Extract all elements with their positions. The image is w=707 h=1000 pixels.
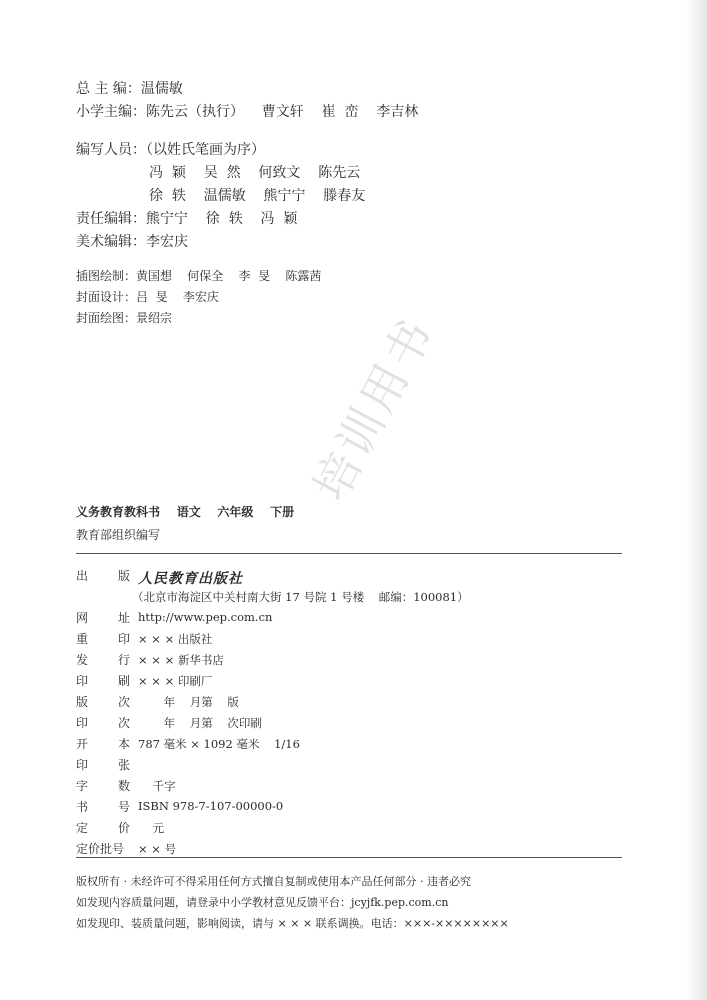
divider-bottom <box>76 857 622 858</box>
detail-value: ISBN 978-7-107-00000-0 <box>138 799 284 813</box>
detail-label: 网址 <box>76 611 130 625</box>
writers-row-1: 冯 颖 吴 然 何致文 陈先云 <box>149 165 361 181</box>
detail-label: 版次 <box>76 695 130 709</box>
detail-label: 书号 <box>76 800 130 814</box>
detail-value: × × × 出版社 <box>138 632 213 646</box>
detail-value: × × × 新华书店 <box>138 653 224 667</box>
detail-value: 元 <box>138 821 165 835</box>
detail-value: （北京市海淀区中关村南大街 17 号院 1 号楼 邮编：100081） <box>132 590 469 604</box>
cover-design: 封面设计：吕 旻 李宏庆 <box>76 290 219 304</box>
publisher-logo: 人民教育出版社 <box>138 571 243 587</box>
detail-label: 字数 <box>76 779 130 793</box>
detail-label: 定价 <box>76 821 130 835</box>
detail-value: http://www.pep.com.cn <box>138 610 273 624</box>
chief-editor: 总 主 编：温儒敏 <box>76 81 183 97</box>
responsible-editor: 责任编辑：熊宁宁 徐 轶 冯 颖 <box>76 211 298 227</box>
detail-value: × × 号 <box>138 842 177 856</box>
detail-value: 千字 <box>138 779 176 793</box>
book-compiler: 教育部组织编写 <box>76 528 161 542</box>
quality-notice: 如发现内容质量问题，请登录中小学教材意见反馈平台：jcyjfk.pep.com.cn <box>76 896 449 909</box>
detail-label: 发行 <box>76 653 130 667</box>
primary-editor: 小学主编：陈先云（执行） 曹文轩 崔 峦 李吉林 <box>76 104 419 120</box>
printing-notice: 如发现印、装质量问题，影响阅读，请与 × × × 联系调换。电话：×××-×××××××× <box>76 917 509 930</box>
page-edge-shadow <box>685 0 707 1000</box>
detail-value: 年 月第 版 <box>138 695 239 709</box>
detail-value: 年 月第 次印刷 <box>138 716 262 730</box>
detail-value: 787 毫米 × 1092 毫米 1/16 <box>138 737 300 751</box>
book-title: 义务教育教科书 语文 六年级 下册 <box>76 505 295 519</box>
detail-label: 印刷 <box>76 674 130 688</box>
detail-label: 出版 <box>76 569 130 583</box>
art-editor: 美术编辑：李宏庆 <box>76 234 188 250</box>
detail-label: 印张 <box>76 758 130 772</box>
divider-top <box>76 553 622 554</box>
detail-label: 重印 <box>76 632 130 646</box>
writers-row-2: 徐 轶 温儒敏 熊宁宁 滕春友 <box>149 188 366 204</box>
detail-label: 印次 <box>76 716 130 730</box>
detail-value: × × × 印刷厂 <box>138 674 213 688</box>
detail-label: 开本 <box>76 737 130 751</box>
writers-label: 编写人员：（以姓氏笔画为序） <box>76 142 265 158</box>
illustrators: 插图绘制：黄国想 何保全 李 旻 陈露茜 <box>76 269 322 283</box>
cover-art: 封面绘图：景绍宗 <box>76 311 173 325</box>
copyright-notice: 版权所有 · 未经许可不得采用任何方式擅自复制或使用本产品任何部分 · 违者必究 <box>76 875 471 888</box>
detail-label: 定价批号 <box>76 842 125 856</box>
watermark-training: 培训用书 <box>302 307 445 510</box>
